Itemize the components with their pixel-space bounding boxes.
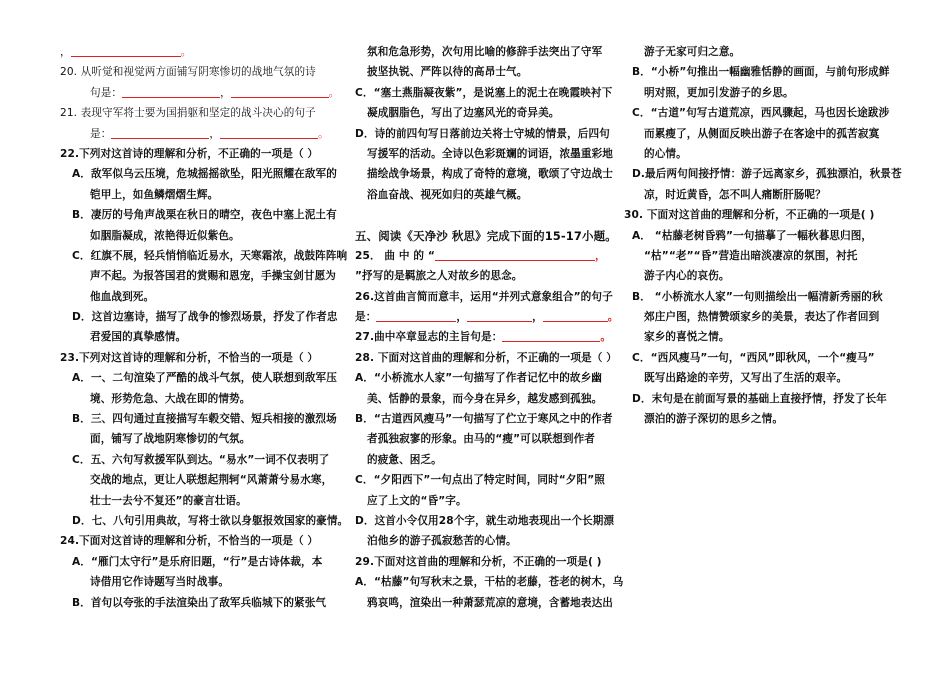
option-text: 境、形势危急、大战在即的情势。 <box>90 392 251 405</box>
option-text: 鸦哀鸣，渲染出一种萧瑟荒凉的意境，含蓄地表达出 <box>367 596 613 609</box>
answer-blank[interactable] <box>543 309 608 322</box>
option-text: 郊庄户图，热情赞颂家乡的美景，表达了作者回到 <box>644 311 880 324</box>
question-28: 28. 下面对这首曲的理解和分析，不正确的一项是（ ） <box>355 351 617 364</box>
question-25: 25． 曲 中 的 “ ， <box>355 249 606 262</box>
option-text: 他血战到死。 <box>90 290 155 303</box>
question-27: 27.曲中卒章显志的主旨句是： 。 <box>355 331 612 344</box>
option-c: C．“夕阳西下”一句点出了特定时间，同时“夕阳”照 <box>355 474 605 487</box>
option-text: 披坚执锐、严阵以待的高昂士气。 <box>367 66 528 79</box>
option-text: 浴血奋战、视死如归的英雄气概。 <box>367 188 528 201</box>
option-a: A．敌军似乌云压境，危城摇摇欲坠，阳光照耀在敌军的 <box>72 168 337 181</box>
column-middle <box>355 46 625 613</box>
option-text: 游子内心的哀伤。 <box>644 270 730 283</box>
answer-line: ， 。 <box>60 46 192 58</box>
option-text: 美、恬静的景象，而今身在异乡，越发感到孤独。 <box>367 392 603 405</box>
answer-blank[interactable] <box>467 309 532 322</box>
answer-line: 是： ， ， 。 <box>355 311 619 324</box>
option-text: 面，铺写了战地阴寒惨切的气氛。 <box>90 433 251 446</box>
option-b: B． “小桥流水人家”一句则描绘出一幅清新秀丽的秋 <box>632 290 883 303</box>
option-d: D．末句是在前面写景的基础上直接抒情，抒发了长年 <box>632 392 887 405</box>
option-text: 的疲惫、困乏。 <box>367 453 442 466</box>
option-b: B．“小桥”句推出一幅幽雅恬静的画面，与前句形成鲜 <box>632 66 890 79</box>
option-text: “枯”“老”“昏”营造出暗淡凄凉的氛围，衬托 <box>644 249 858 262</box>
option-text: 如胭脂凝成，浓艳得近似紫色。 <box>90 229 240 242</box>
option-a: A．“小桥流水人家”一句描写了作者记忆中的故乡幽 <box>355 372 602 385</box>
option-text: 既写出路途的辛劳，又写出了生活的艰辛。 <box>644 372 848 385</box>
option-text: 的心情。 <box>644 147 687 160</box>
option-b: B．三、四句通过直接描写车毂交错、短兵相接的激烈场 <box>72 413 337 426</box>
column-right <box>624 46 917 429</box>
answer-blank[interactable] <box>502 329 600 342</box>
option-text: 壮士一去兮不复还”的豪言壮语。 <box>90 494 247 507</box>
option-a: A．“雁门太守行”是乐府旧题，“行”是古诗体裁，本 <box>72 555 323 568</box>
answer-blank[interactable] <box>231 85 329 98</box>
option-text: 声不起。为报答国君的赏赐和恩宠，手操宝剑甘愿为 <box>90 270 336 283</box>
option-b: B．“古道西风瘦马”一句描写了伫立于寒风之中的作者 <box>355 413 613 426</box>
option-c: C．“古道”句写古道荒凉，西风骤起，马也因长途跋涉 <box>632 107 890 120</box>
question-29: 29.下面对这首曲的理解和分析，不正确的一项是( ) <box>355 555 602 568</box>
answer-line: 句是： ， 。 <box>90 86 340 99</box>
option-a: A． “枯藤老树昏鸦”一句描摹了一幅秋暮思归图， <box>632 229 873 242</box>
option-c: C．红旗不展，轻兵悄悄临近易水，天寒霜浓，战鼓阵阵响 <box>72 249 348 262</box>
question-24: 24.下面对这首诗的理解和分析，不恰当的一项是（ ） <box>60 535 319 548</box>
question-26: 26.这首曲言简而意丰，运用“并列式意象组合”的句子 <box>355 290 613 303</box>
answer-blank[interactable] <box>71 44 181 57</box>
answer-blank[interactable] <box>376 309 456 322</box>
option-d: D．七、八句引用典故，写将士欲以身躯报效国家的豪情。 <box>72 514 349 527</box>
option-text: 写援军的活动。全诗以色彩斑斓的词语，浓墨重彩地 <box>367 147 613 160</box>
question-22: 22.下列对这首诗的理解和分析，不正确的一项是（ ） <box>60 147 319 160</box>
option-text: 诗借用它作诗题写当时战事。 <box>90 576 230 589</box>
option-text: 者孤独寂寥的形象。由马的“瘦”可以联想到作者 <box>367 433 595 446</box>
answer-blank[interactable] <box>122 85 220 98</box>
answer-blank[interactable] <box>220 126 318 139</box>
option-text: 君爱国的真挚感情。 <box>90 331 187 344</box>
question-20: 20. 从听觉和视觉两方面铺写阴寒惨切的战地气氛的诗 <box>60 66 316 79</box>
option-text: 泊他乡的游子孤寂愁苦的心情。 <box>367 535 517 548</box>
option-c: C．“塞土燕脂凝夜紫”，是说塞上的泥土在晚霞映衬下 <box>355 86 613 99</box>
option-text: 应了上文的“昏”字。 <box>367 494 467 507</box>
option-b: B．首句以夸张的手法渲染出了敌军兵临城下的紧张气 <box>72 596 327 609</box>
question-25-text: ”抒写的是羁旅之人对故乡的思念。 <box>355 270 523 283</box>
option-b: B．凄厉的号角声战栗在秋日的晴空，夜色中塞上泥土有 <box>72 209 337 222</box>
option-d: D．这首边塞诗，描写了战争的惨烈场景，抒发了作者忠 <box>72 311 338 324</box>
option-text: 而累瘦了，从侧面反映出游子在客途中的孤苦寂寞 <box>644 127 880 140</box>
option-text: 描绘战争场景，构成了奇特的意境，歌颂了守边战士 <box>367 168 613 181</box>
option-text: 漂泊的游子深切的思乡之情。 <box>644 413 784 426</box>
question-23: 23.下列对这首诗的理解和分析，不恰当的一项是（ ） <box>60 351 319 364</box>
option-d: D．诗的前四句写日落前边关将士守城的情景，后四句 <box>355 127 610 140</box>
option-d: D．这首小令仅用28个字，就生动地表现出一个长期漂 <box>355 514 615 527</box>
option-text: 交战的地点，更让人联想起荆轲“风萧萧兮易水寒， <box>90 474 333 487</box>
option-text: 铠甲上，如鱼鳞熠熠生辉。 <box>90 188 219 201</box>
option-text: 家乡的喜悦之情。 <box>644 331 730 344</box>
option-text: 明对照，更加引发游子的乡思。 <box>644 86 794 99</box>
option-c: C．“西风瘦马”一句，“西风”即秋风，一个“瘦马” <box>632 351 875 364</box>
question-21: 21. 表现守军将士要为国捐躯和坚定的战斗决心的句子 <box>60 107 316 120</box>
spacer <box>355 205 625 225</box>
option-c: C．五、六句写救援军队到达。“易水”一词不仅表明了 <box>72 453 330 466</box>
option-d: D.最后两句间接抒情：游子远离家乡，孤独漂泊，秋景苍 <box>632 168 902 181</box>
answer-line: 是： ， 。 <box>90 127 329 140</box>
section-five-heading: 五、阅读《天净沙 秋思》完成下面的15-17小题。 <box>355 228 617 243</box>
option-a: A．一、二句渲染了严酷的战斗气氛，使人联想到敌军压 <box>72 372 337 385</box>
option-text: 游子无家可归之意。 <box>644 46 741 58</box>
option-text: 凝成胭脂色，写出了边塞风光的奇异美。 <box>367 107 560 120</box>
question-30: 30. 下面对这首曲的理解和分析，不正确的一项是( ) <box>624 209 875 222</box>
column-left <box>60 46 349 613</box>
option-text: 凉，时近黄昏，怎不叫人痛断肝肠呢？ <box>644 188 826 201</box>
option-a: A．“枯藤”句写秋末之景，干枯的老藤，苍老的树木，乌 <box>355 576 624 589</box>
option-text: 氛和危急形势，次句用比喻的修辞手法突出了守军 <box>367 46 603 58</box>
answer-blank[interactable] <box>435 248 595 261</box>
answer-blank[interactable] <box>111 126 209 139</box>
